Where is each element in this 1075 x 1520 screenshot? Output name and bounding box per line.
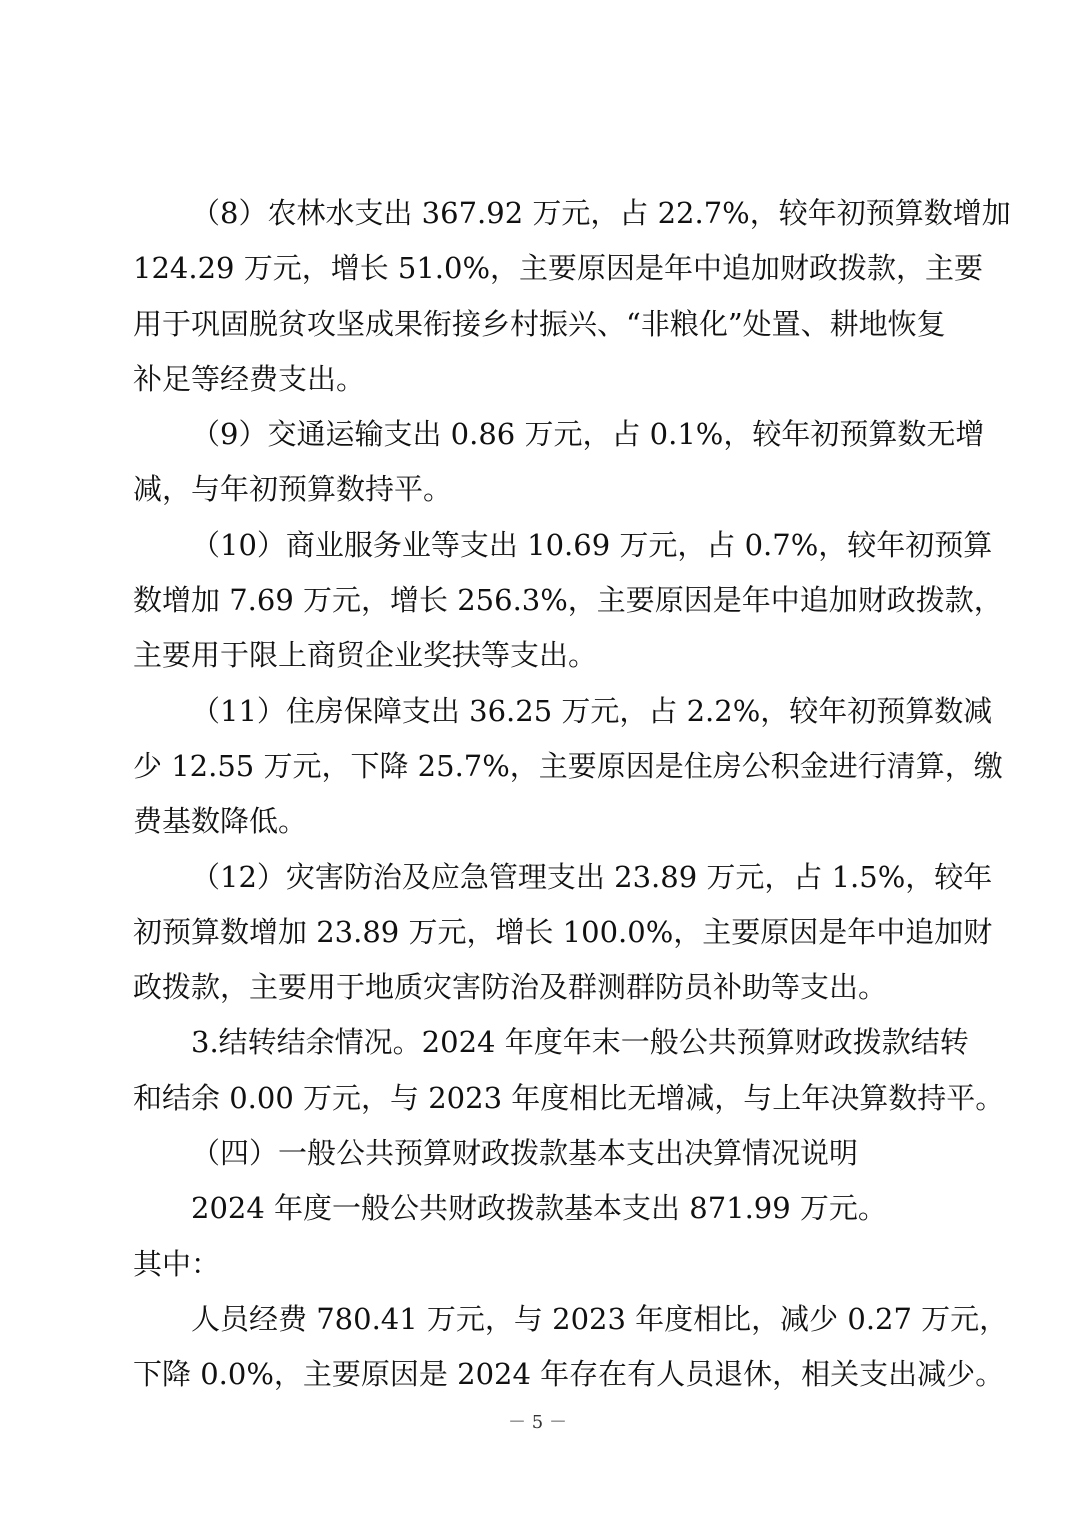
body-text <box>133 186 1011 1403</box>
text-line-14: 初预算数增加 23.89 万元，增长 100.0%，主要原因是年中追加财 <box>133 914 993 949</box>
text-line-1: （8）农林水支出 367.92 万元，占 22.7%，较年初预算数增加 <box>191 196 1011 230</box>
text-line-10: （11）住房保障支出 36.25 万元，占 2.2%，较年初预算数减 <box>191 693 993 728</box>
text-line-7: （10）商业服务业等支出 10.69 万元，占 0.7%，较年初预算 <box>191 527 993 562</box>
text-line-12: 费基数降低。 <box>133 804 308 839</box>
text-line-22: 下降 0.0%，主要原因是 2024 年存在有人员退休，相关支出减少。 <box>133 1357 1005 1392</box>
text-line-4: 补足等经费支出。 <box>133 361 366 396</box>
text-line-9: 主要用于限上商贸企业奖扶等支出。 <box>133 638 598 673</box>
text-line-21: 人员经费 780.41 万元，与 2023 年度相比，减少 0.27 万元， <box>191 1301 1009 1336</box>
text-line-16: 3.结转结余情况。2024 年度年末一般公共预算财政拨款结转 <box>191 1025 969 1060</box>
text-line-13: （12）灾害防治及应急管理支出 23.89 万元，占 1.5%，较年 <box>191 859 993 894</box>
text-line-8: 数增加 7.69 万元，增长 256.3%，主要原因是年中追加财政拨款， <box>133 583 1003 618</box>
text-line-2: 124.29 万元，增长 51.0%，主要原因是年中追加财政拨款，主要 <box>133 251 984 286</box>
text-line-20: 其中： <box>133 1246 221 1281</box>
text-line-6: 减，与年初预算数持平。 <box>133 472 453 507</box>
text-line-15: 政拨款，主要用于地质灾害防治及群测群防员补助等支出。 <box>133 970 888 1005</box>
text-line-19: 2024 年度一般公共财政拨款基本支出 871.99 万元。 <box>191 1191 887 1226</box>
page-number: － 5 － <box>508 1412 567 1433</box>
text-line-17: 和结余 0.00 万元，与 2023 年度相比无增减，与上年决算数持平。 <box>133 1080 1005 1115</box>
text-line-3: 用于巩固脱贫攻坚成果衔接乡村振兴、“非粮化”处置、耕地恢复 <box>133 306 946 341</box>
text-line-11: 少 12.55 万元，下降 25.7%，主要原因是住房公积金进行清算，缴 <box>133 748 1003 783</box>
section-heading: （四）一般公共预算财政拨款基本支出决算情况说明 <box>191 1136 859 1171</box>
text-line-5: （9）交通运输支出 0.86 万元，占 0.1%，较年初预算数无增 <box>191 417 985 452</box>
